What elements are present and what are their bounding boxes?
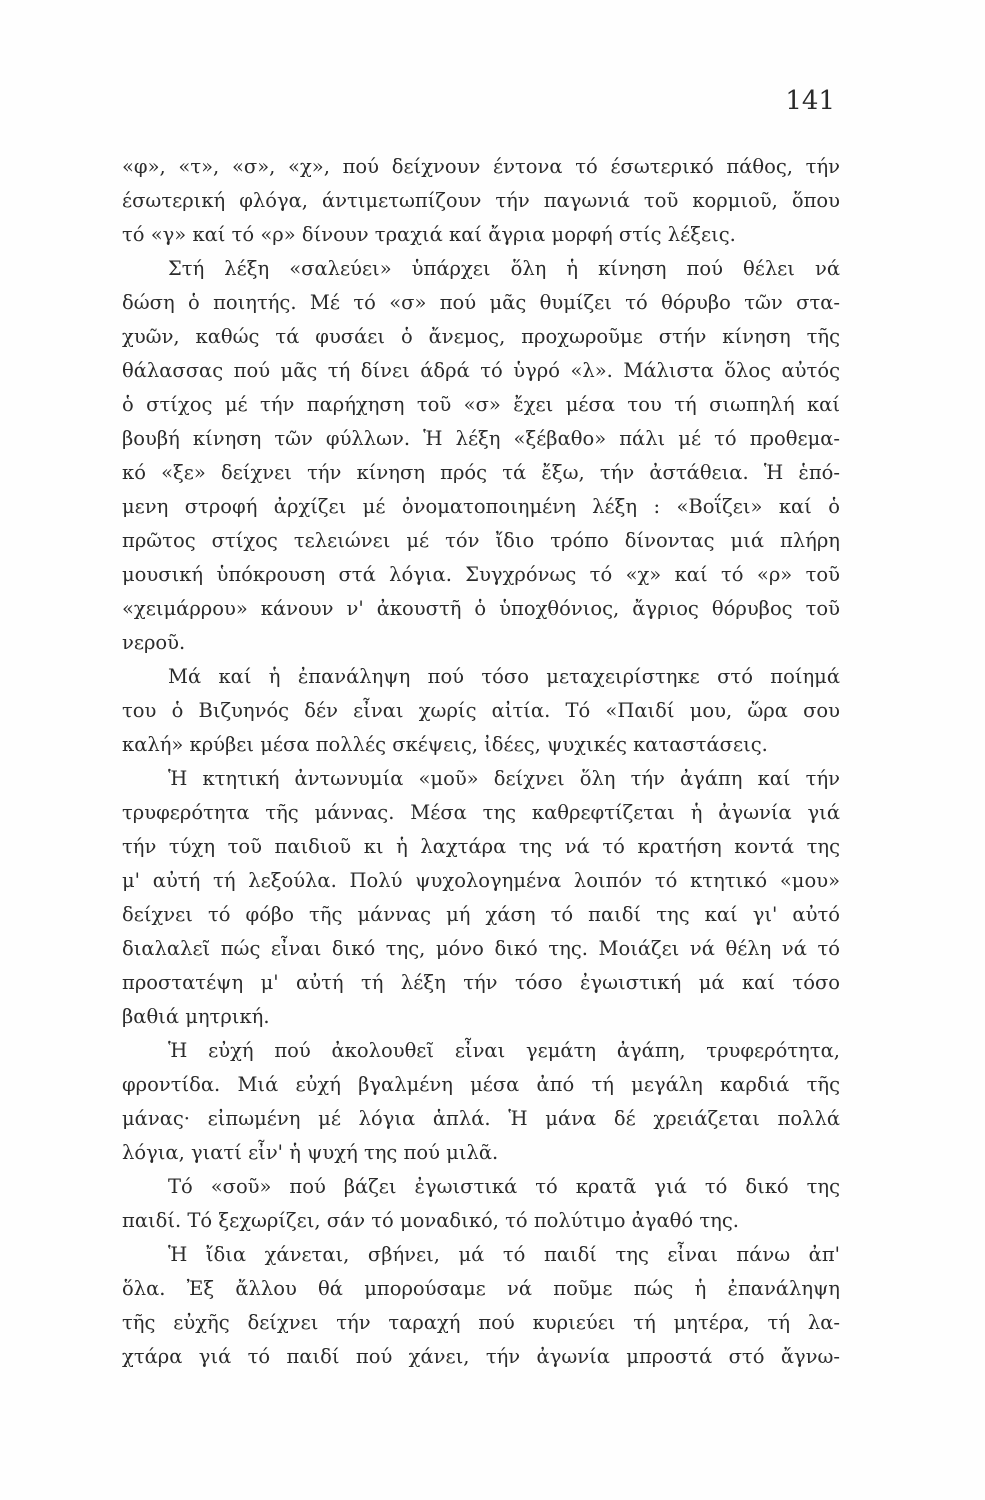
text-line: κό «ξε» δείχνει τήν κίνηση πρός τά ἔξω, τήν ἀστάθεια. Ἡ ἑπό- <box>122 461 840 484</box>
text-line: μάνας· εἰπωμένη μέ λόγια ἁπλά. Ἡ μάνα δέ χρειάζεται πολλά <box>122 1107 840 1130</box>
text-line: μ' αὐτή τή λεξούλα. Πολύ ψυχολογημένα λοιπόν τό κτητικό «μου» <box>122 869 840 892</box>
text-line: χυῶν, καθώς τά φυσάει ὁ ἄνεμος, προχωροῦμε στήν κίνηση τῆς <box>122 325 840 348</box>
text-line: έσωτερική φλόγα, άντιμετωπίζουν τήν παγωνιά τοῦ κορμιοῦ, ὅπου <box>122 189 840 212</box>
text-line: λόγια, γιατί εἶν' ἡ ψυχή της πού μιλᾶ. <box>122 1141 499 1164</box>
text-line: βαθιά μητρική. <box>122 1005 270 1028</box>
text-line: Ἡ ἴδια χάνεται, σβήνει, μά τό παιδί της εἶναι πάνω ἀπ' <box>168 1243 840 1266</box>
text-line: Ἡ κτητική ἀντωνυμία «μοῦ» δείχνει ὅλη τήν ἀγάπη καί τήν <box>168 767 840 790</box>
text-line: Στή λέξη «σαλεύει» ὑπάρχει ὅλη ἡ κίνηση πού θέλει νά <box>168 257 840 280</box>
text-line: καλή» κρύβει μέσα πολλές σκέψεις, ἰδέες, ψυχικές καταστάσεις. <box>122 733 768 756</box>
text-line: μουσική ὑπόκρουση στά λόγια. Συγχρόνως τό «χ» καί τό «ρ» τοῦ <box>122 563 840 586</box>
text-line: τρυφερότητα τῆς μάννας. Μέσα της καθρεφτίζεται ἡ ἀγωνία γιά <box>122 801 840 824</box>
text-line: Τό «σοῦ» πού βάζει ἐγωιστικά τό κρατᾶ γιά τό δικό της <box>168 1175 840 1198</box>
text-line: Μά καί ἡ ἐπανάληψη πού τόσο μεταχειρίστηκε στό ποίημά <box>168 665 840 688</box>
body-text <box>122 150 840 1374</box>
text-line: προστατέψη μ' αὐτή τή λέξη τήν τόσο ἐγωιστική μά καί τόσο <box>122 971 840 994</box>
text-line: «χειμάρρου» κάνουν ν' ἀκουστῆ ὁ ὑποχθόνιος, ἄγριος θόρυβος τοῦ <box>122 597 840 620</box>
text-line: χτάρα γιά τό παιδί πού χάνει, τήν ἀγωνία μπροστά στό ἄγνω- <box>122 1345 840 1368</box>
text-line: βουβή κίνηση τῶν φύλλων. Ἡ λέξη «ξέβαθο» πάλι μέ τό προθεμα- <box>122 427 840 450</box>
text-line: διαλαλεῖ πώς εἶναι δικό της, μόνο δικό της. Μοιάζει νά θέλη νά τό <box>122 937 840 960</box>
text-line: δείχνει τό φόβο τῆς μάννας μή χάση τό παιδί της καί γι' αὐτό <box>122 903 840 926</box>
text-line: φροντίδα. Μιά εὐχή βγαλμένη μέσα ἀπό τή μεγάλη καρδιά τῆς <box>122 1073 840 1096</box>
text-line: τήν τύχη τοῦ παιδιοῦ κι ἡ λαχτάρα της νά τό κρατήση κοντά της <box>122 835 840 858</box>
text-line: νεροῦ. <box>122 631 186 654</box>
text-line: Ἡ εὐχή πού ἀκολουθεῖ εἶναι γεμάτη ἀγάπη, τρυφερότητα, <box>168 1039 840 1062</box>
text-line: θάλασσας πού μᾶς τή δίνει άδρά τό ὑγρό «λ». Μάλιστα ὅλος αὐτός <box>122 359 840 382</box>
text-line: παιδί. Τό ξεχωρίζει, σάν τό μοναδικό, τό πολύτιμο ἀγαθό της. <box>122 1209 739 1232</box>
text-line: τῆς εὐχῆς δείχνει τήν ταραχή πού κυριεύει τή μητέρα, τή λα- <box>122 1311 840 1334</box>
text-line: πρῶτος στίχος τελειώνει μέ τόν ἴδιο τρόπο δίνοντας μιά πλήρη <box>122 529 840 552</box>
text-line: δώση ὁ ποιητής. Μέ τό «σ» πού μᾶς θυμίζει τό θόρυβο τῶν στα- <box>122 291 840 314</box>
text-line: «φ», «τ», «σ», «χ», πού δείχνουν έντονα τό έσωτερικό πάθος, τήν <box>122 155 840 178</box>
text-line: του ὁ Βιζυηνός δέν εἶναι χωρίς αἰτία. Τό «Παιδί μου, ὥρα σου <box>122 699 840 722</box>
text-line: τό «γ» καί τό «ρ» δίνουν τραχιά καί ἄγρια μορφή στίς λέξεις. <box>122 223 736 246</box>
text-line: μενη στροφή ἀρχίζει μέ ὀνοματοποιημένη λέξη : «Βοΐζει» καί ὁ <box>122 495 840 518</box>
text-line: ὁ στίχος μέ τήν παρήχηση τοῦ «σ» ἔχει μέσα του τή σιωπηλή καί <box>122 393 840 416</box>
page-number: 141 <box>785 86 835 116</box>
text-line: ὅλα. Ἐξ ἄλλου θά μπορούσαμε νά ποῦμε πώς ἡ ἐπανάληψη <box>122 1277 840 1300</box>
